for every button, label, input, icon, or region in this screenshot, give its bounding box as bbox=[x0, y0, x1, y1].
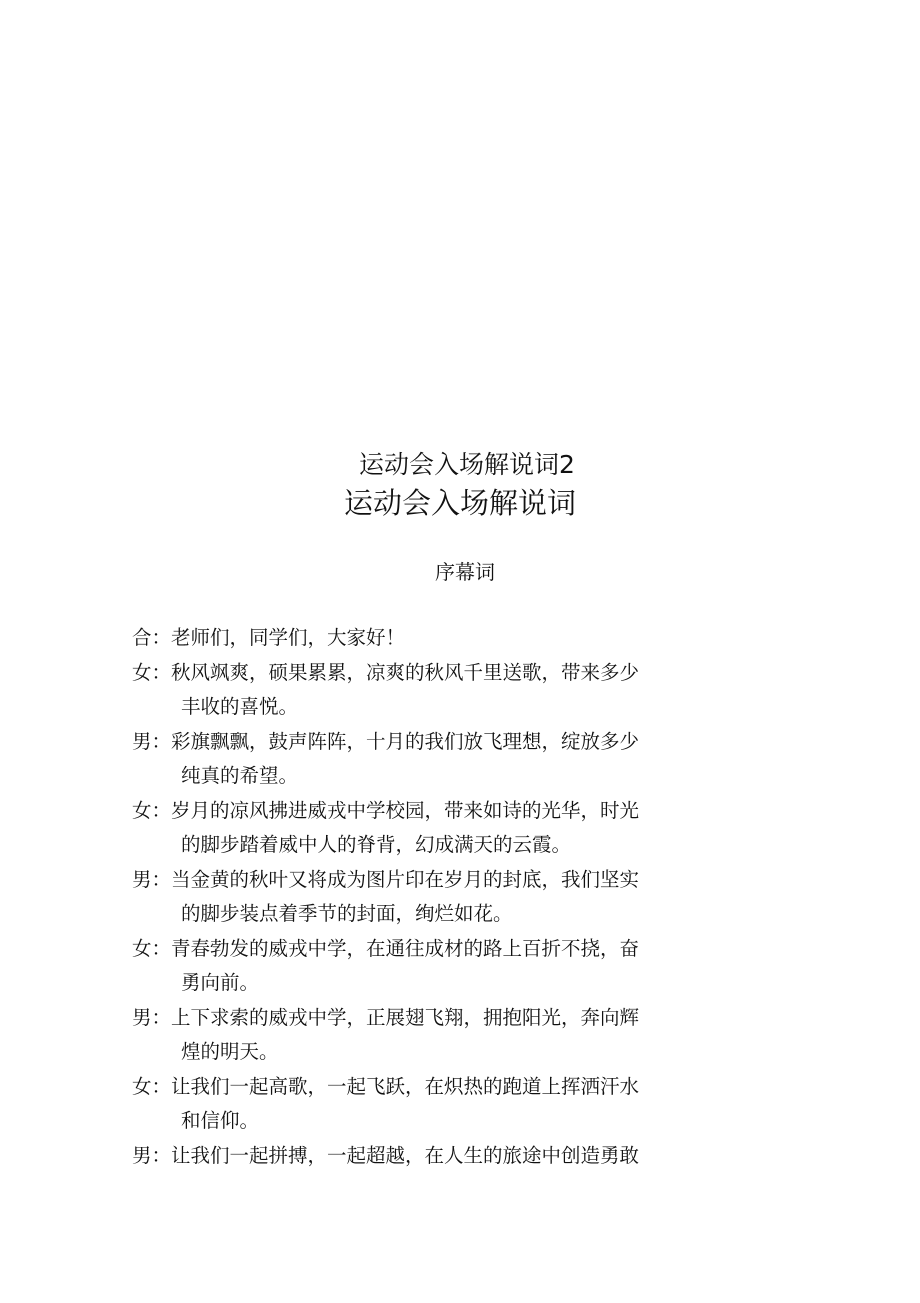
speech-text: 让我们一起拼搏，一起超越，在人生的旅途中创造勇敢 bbox=[171, 1143, 640, 1167]
speech-text-line: 岁月的凉风拂进威戎中学校园，带来如诗的光华，时光 bbox=[171, 798, 640, 822]
speech-text-line: 彩旗飘飘，鼓声阵阵，十月的我们放飞理想，绽放多少 bbox=[171, 729, 640, 753]
speech-text-line: 煌的明天。 bbox=[181, 1040, 279, 1063]
speech-text-line: 青春勃发的威戎中学，在通往成材的路上百折不挠，奋 bbox=[171, 936, 640, 960]
section-title: 序幕词 bbox=[435, 560, 495, 584]
speech-text-line: 纯真的希望。 bbox=[181, 764, 299, 787]
speech-text bbox=[171, 725, 688, 794]
speech-text-line: 勇向前。 bbox=[181, 971, 260, 994]
speech-text-line: 让我们一起高歌，一起飞跃，在炽热的跑道上挥洒汗水 bbox=[171, 1074, 640, 1098]
speech-text-line: 秋风飒爽，硕果累累，凉爽的秋风千里送歌，带来多少 bbox=[171, 660, 640, 684]
speech-text bbox=[171, 932, 688, 1001]
speaker-label: 男： bbox=[132, 1143, 172, 1167]
script-line bbox=[132, 794, 688, 863]
speech-text bbox=[171, 863, 688, 932]
script-line bbox=[132, 1001, 688, 1070]
document-title: 运动会入场解说词2 bbox=[359, 450, 575, 479]
speech-text-line: 丰收的喜悦。 bbox=[181, 695, 299, 718]
speech-text-line: 和信仰。 bbox=[181, 1109, 260, 1132]
script-line bbox=[132, 1070, 688, 1139]
speaker-label: 女： bbox=[132, 798, 172, 822]
script-line bbox=[132, 621, 688, 656]
script-line bbox=[132, 863, 688, 932]
script-line bbox=[132, 656, 688, 725]
speaker-label: 女： bbox=[132, 660, 172, 684]
speaker-label: 女： bbox=[132, 1074, 172, 1098]
speech-text bbox=[171, 1070, 688, 1139]
speech-text bbox=[171, 794, 688, 863]
speech-text-line: 上下求索的威戎中学，正展翅飞翔，拥抱阳光，奔向辉 bbox=[171, 1005, 640, 1029]
script-line bbox=[132, 932, 688, 1001]
speech-text: 老师们，同学们，大家好！ bbox=[171, 626, 406, 649]
speaker-label: 男： bbox=[132, 867, 172, 891]
script-line bbox=[132, 725, 688, 794]
speaker-label: 男： bbox=[132, 1005, 172, 1029]
script-line bbox=[132, 1139, 688, 1174]
speech-text bbox=[171, 1001, 688, 1070]
speaker-label: 合： bbox=[132, 626, 172, 649]
speech-text-line: 的脚步踏着威中人的脊背，幻成满天的云霞。 bbox=[181, 833, 572, 856]
speech-text bbox=[171, 656, 688, 725]
script-lines bbox=[132, 621, 688, 1173]
document-subtitle: 运动会入场解说词 bbox=[343, 486, 576, 520]
speaker-label: 男： bbox=[132, 729, 172, 753]
speech-text-line: 的脚步装点着季节的封面，绚烂如花。 bbox=[181, 902, 513, 925]
speech-text-line: 当金黄的秋叶又将成为图片印在岁月的封底，我们坚实 bbox=[171, 867, 640, 891]
speaker-label: 女： bbox=[132, 936, 172, 960]
